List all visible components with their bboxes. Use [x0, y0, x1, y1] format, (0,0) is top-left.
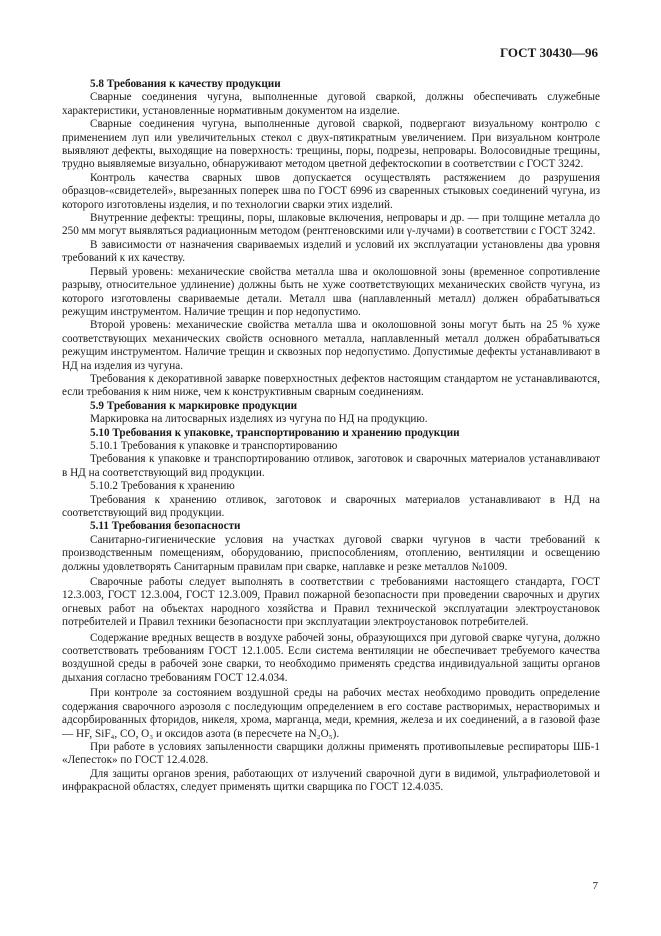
paragraph: Первый уровень: механические свойства металла шва и околошовной зоны (временное сопротивление разрыву, относительное удлинение) должны быть не хуже соответствующих механических свойств чугуна, из которого изготовлены свариваемые детали. Металл шва (наплавленный металл) должен обрабатываться режущим инструментом. Наличие трещин и пор недопустимо. — [62, 265, 600, 318]
paragraph: При работе в условиях запыленности сварщики должны применять противопылевые респираторы ШБ-1 «Лепесток» по ГОСТ 12.4.028. — [62, 740, 600, 767]
standard-code-header: ГОСТ 30430—96 — [499, 45, 598, 60]
paragraph: Внутренние дефекты: трещины, поры, шлаковые включения, непровары и др. — при толщине металла до 250 мм могут выявляться радиационным методом (рентгеновскими или γ-лучами) в соответствии с ГОСТ 3242. — [62, 212, 600, 238]
section-heading-5-9: 5.9 Требования к маркировке продукции — [90, 399, 298, 412]
section-heading-5-8: 5.8 Требования к качеству продукции — [90, 78, 281, 90]
paragraph: Требования к упаковке и транспортированию отливок, заготовок и сварочных материалов устанавливают в НД на соответствующий вид продукции. — [62, 453, 600, 479]
paragraph: Сварные соединения чугуна, выполненные дуговой сваркой, подвергают визуальному контролю с применением луп или увеличительных стекол с двух-пятикратным увеличением. При визуальном контроле выявляют дефекты, выходящие на поверхность: трещины, поры, подрезы, непровары. Волосовидные трещины, трудно выявляемые визуально, обнаруживают методом цветной дефектоскопии в соответствии с ГОСТ 3242. — [62, 118, 600, 171]
paragraph: Для защиты органов зрения, работающих от излучений сварочной дуги в видимой, ультрафиолетовой и инфракрасной областях, следует применять щитки сварщика по ГОСТ 12.4.035. — [62, 767, 600, 794]
section-heading-5-11: 5.11 Требования безопасности — [90, 520, 241, 533]
paragraph: Маркировка на литосварных изделиях из чугуна по НД на продукцию. — [90, 413, 428, 426]
paragraph: В зависимости от назначения свариваемых изделий и условий их эксплуатации установлены два уровня требований к их качеству. — [62, 238, 600, 265]
document-body — [62, 78, 600, 795]
paragraph: Требования к декоративной заварке поверхностных дефектов настоящим стандартом не устанавливаются, если требования к ним ниже, чем к конструктивным сварным соединениям. — [62, 372, 600, 399]
paragraph: Содержание вредных веществ в воздухе рабочей зоны, образующихся при дуговой сварке чугуна, должно соответствовать требованиям ГОСТ 12.1.005. Если система вентиляции не обеспечивает требуемого качества воздушной среды в рабочей зоне сварки, то необходимо применять средства индивидуальной защиты органов дыхания согласно требованиям ГОСТ 12.4.034. — [62, 631, 600, 684]
subsection-heading-5-10-2: 5.10.2 Требования к хранению — [90, 480, 235, 493]
paragraph: Сварные соединения чугуна, выполненные дуговой сваркой, должны обеспечивать служебные характеристики, установленные нормативным документом на изделие. — [62, 91, 600, 117]
subsection-heading-5-10-1: 5.10.1 Требования к упаковке и транспортированию — [90, 439, 338, 452]
paragraph: При контроле за состоянием воздушной среды на рабочих местах необходимо проводить определение содержания сварочного аэрозоля с последующим определением в его составе растворимых, нерастворимых и адсорбированных фторидов, никеля, хрома, марганца, меди, кремния, железа и их соединений, а в газовой фазе — HF, SiF₄, CO, O₃ и оксидов азота (в пересчете на N₂O₅). — [62, 687, 600, 740]
paragraph: Контроль качества сварных швов допускается осуществлять растяжением до разрушения образцов-«свидетелей», вырезанных поперек шва по ГОСТ 6996 из сваренных стыковых соединений чугуна, из которого изготовлены изделия, и по технологии сварки этих изделий. — [62, 171, 600, 211]
section-heading-5-10: 5.10 Требования к упаковке, транспортированию и хранению продукции — [90, 426, 460, 439]
paragraph: Сварочные работы следует выполнять в соответствии с требованиями настоящего стандарта, ГОСТ 12.3.003, ГОСТ 12.3.004, ГОСТ 12.3.009, Правил пожарной безопасности при проведении сварочных и других огневых работ на объектах народного хозяйства и Правил технической эксплуатации электроустановок потребителей и Правил техники безопасности при эксплуатации электроустановок потребителей. — [62, 576, 600, 629]
paragraph: Второй уровень: механические свойства металла шва и околошовной зоны могут быть на 25 % хуже соответствующих механических свойств основного металла, наплавленный металл должен обрабатываться режущим инструментом. Наличие трещин и сквозных пор недопустимо. Допустимые дефекты устанавливают в НД на изделия из чугуна. — [62, 319, 600, 372]
page-number: 7 — [592, 880, 598, 892]
paragraph: Требования к хранению отливок, заготовок и сварочных материалов устанавливают в НД на соответствующий вид продукции. — [62, 493, 600, 519]
paragraph: Санитарно-гигиенические условия на участках дуговой сварки чугунов в части требований к производственным помещениям, оборудованию, приспособлениям, отоплению, вентиляции и освещению должны удовлетворять Санитарным правилам при сварке, наплавке и резке металлов №1009. — [62, 533, 600, 573]
